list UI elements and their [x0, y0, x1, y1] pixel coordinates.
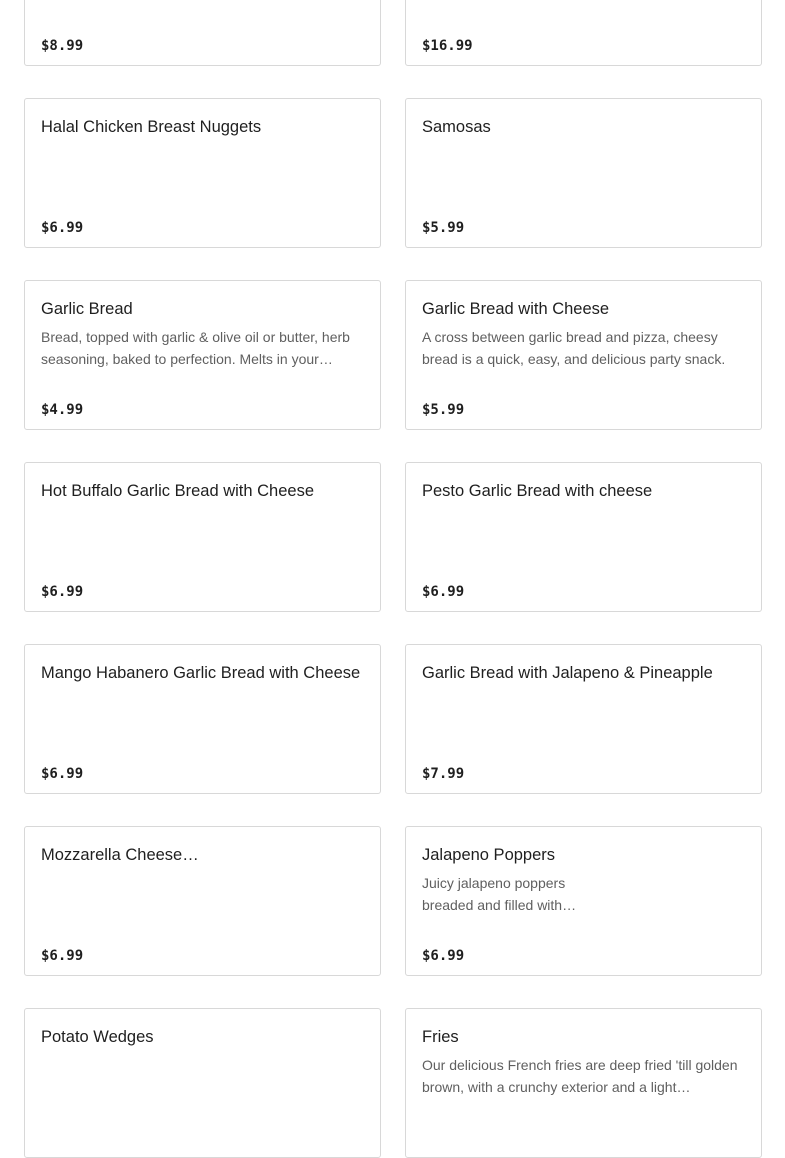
item-price: $6.99: [41, 766, 84, 782]
item-price: $8.99: [41, 38, 84, 54]
item-name: Mango Habanero Garlic Bread with Cheese: [41, 664, 361, 682]
item-price: $5.99: [422, 220, 465, 236]
item-description: Our delicious French fries are deep fried 'till golden brown, with a crunchy exterior and a light…: [422, 1057, 738, 1095]
item-name: Samosas: [422, 118, 491, 136]
item-name: Garlic Bread with Jalapeno & Pineapple: [422, 664, 713, 682]
item-price: $16.99: [422, 38, 473, 54]
item-name: Mozzarella Cheese…: [41, 846, 199, 864]
item-description: Juicy jalapeno poppers breaded and filled with…: [422, 875, 577, 913]
item-name: Hot Buffalo Garlic Bread with Cheese: [41, 482, 314, 500]
item-name: Garlic Bread: [41, 300, 133, 318]
menu-item-card[interactable]: [405, 826, 762, 976]
item-price: $6.99: [422, 584, 465, 600]
menu-item-card[interactable]: [24, 1008, 381, 1158]
item-name: Jalapeno Poppers: [422, 846, 556, 864]
menu-item-card[interactable]: [405, 1008, 762, 1158]
item-name: Potato Wedges: [41, 1028, 154, 1046]
item-description: Bread, topped with garlic & olive oil or butter, herb seasoning, baked to perfection. Melts in your…: [41, 329, 350, 367]
menu-item-card[interactable]: [405, 280, 762, 430]
menu-item-card[interactable]: [24, 462, 381, 612]
item-price: $7.99: [422, 766, 465, 782]
item-name: Garlic Bread with Cheese: [422, 300, 610, 318]
item-price: $4.99: [41, 402, 84, 418]
item-name: Halal Chicken Breast Nuggets: [41, 118, 262, 136]
menu-item-card[interactable]: [405, 0, 762, 66]
item-price: $6.99: [422, 948, 465, 964]
menu-item-card[interactable]: [24, 0, 381, 66]
item-price: $6.99: [41, 584, 84, 600]
menu-item-card[interactable]: [24, 280, 381, 430]
item-description: A cross between garlic bread and pizza, cheesy bread is a quick, easy, and delicious party snack.: [422, 329, 726, 367]
item-price: $6.99: [41, 220, 84, 236]
menu-item-card[interactable]: [24, 826, 381, 976]
item-name: Pesto Garlic Bread with cheese: [422, 482, 653, 500]
menu-item-card[interactable]: [405, 644, 762, 794]
item-price: $5.99: [422, 402, 465, 418]
item-price: $6.99: [41, 948, 84, 964]
menu-item-card[interactable]: [405, 98, 762, 248]
menu-item-card[interactable]: [405, 462, 762, 612]
item-name: Fries: [422, 1028, 459, 1046]
menu-item-card[interactable]: [24, 644, 381, 794]
menu-item-card[interactable]: [24, 98, 381, 248]
